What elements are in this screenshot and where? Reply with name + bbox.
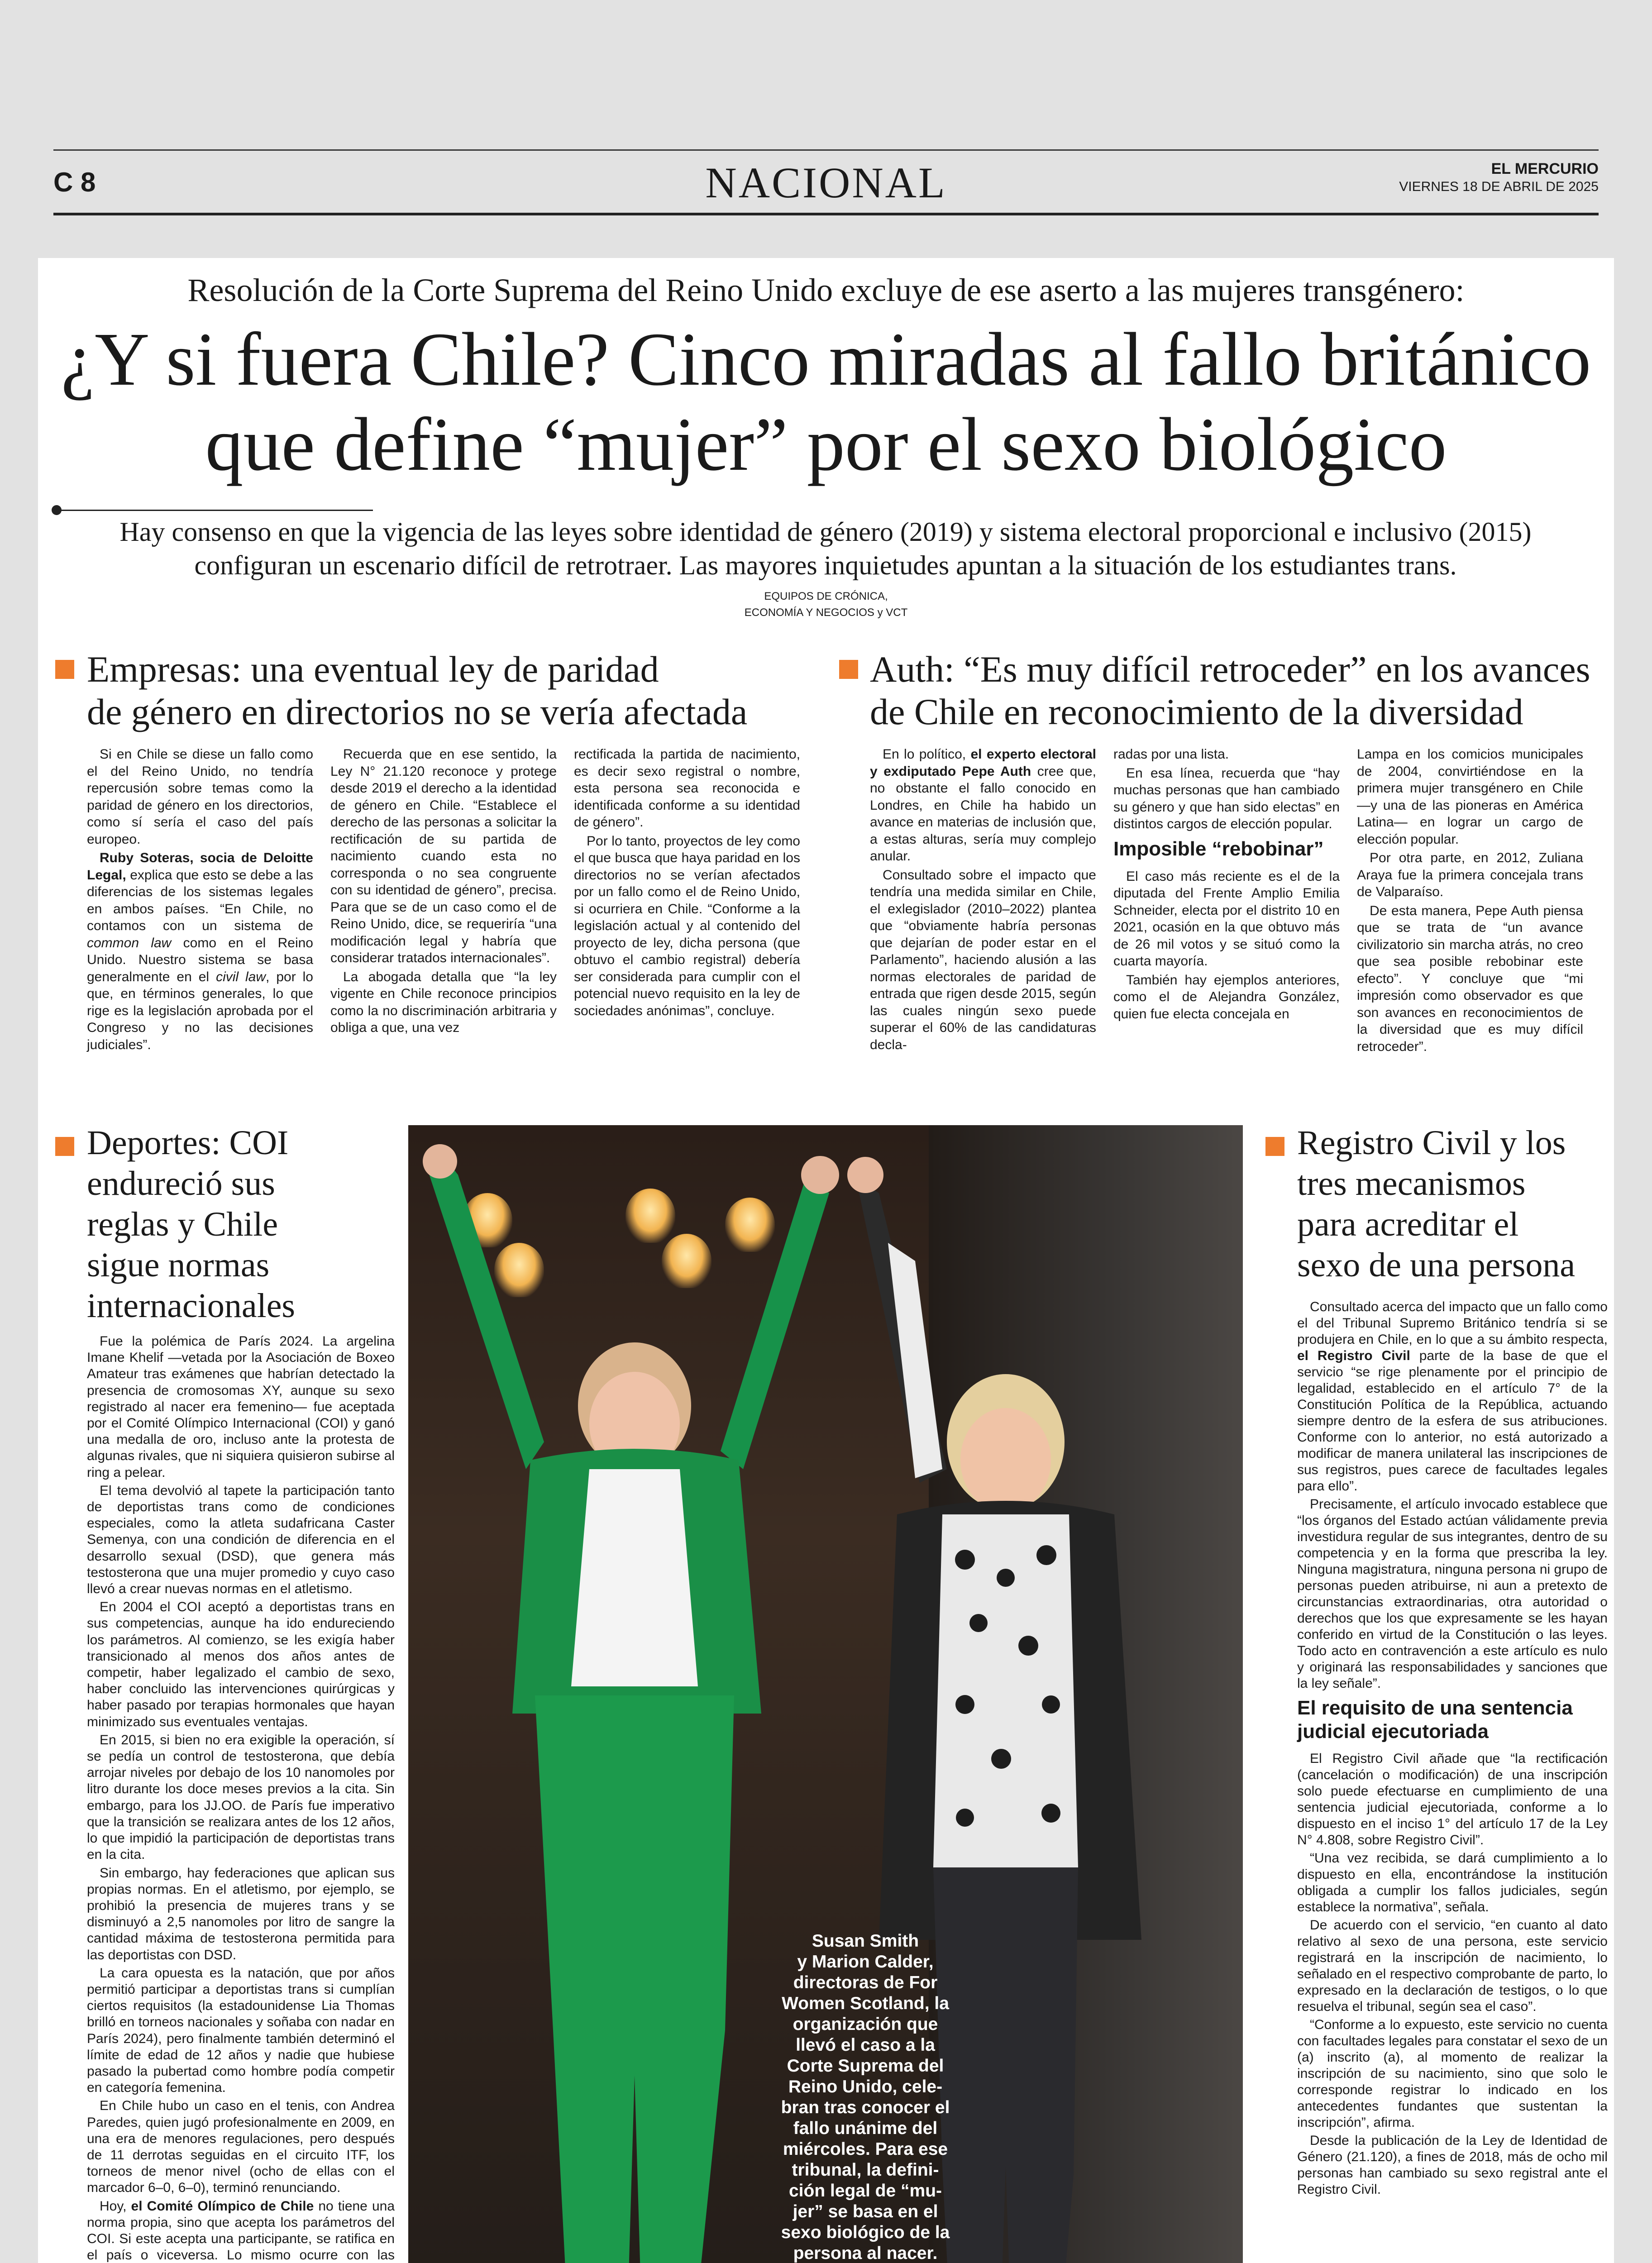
empresas-column-3 [574,746,800,1021]
text-run: , por lo que, en términos generales, lo que rige es la legislación aprobada por el Congreso y no las decisiones judiciales”. [87,969,313,1052]
news-photo [408,1125,1243,2263]
source-name: Ruby Soteras, socia de Deloitte Legal, [87,850,313,883]
auth-column-1 [870,746,1096,1055]
text-run: civil law [216,969,266,984]
byline [38,588,1614,621]
page-header [53,149,1599,217]
headline-line-1: ¿Y si fuera Chile? Cinco miradas al fallo británico [61,317,1591,401]
paragraph [870,746,1096,865]
paragraph: Por otra parte, en 2012, Zuliana Araya fue la primera concejala trans de Valparaíso. [1357,850,1583,899]
header-bottom-rule [53,213,1599,215]
article-sheet [38,258,1614,2263]
paragraph: Consultado sobre el impacto que tendría una medida similar en Chile, el exlegislador (2010–2022) plantea que “obviamente habría personas que dejarían de poder estar en el Parlamento”, haciendo alusión a las normas electorales de paridad de entrada que rigen desde 2015, según las cuales ningún sexo puede superar el 60% de las candidaturas decla- [870,867,1096,1052]
empresas-title-line-2: de género en directorios no se vería afectada [87,691,748,732]
ornament-rule [56,510,373,511]
caption-line: Women Scotland, la [782,1994,949,2013]
byline-line-1: EQUIPOS DE CRÓNICA, [764,590,888,602]
paragraph: Si en Chile se diese un fallo como el del Reino Unido, no tendría repercusión sobre temas como la paridad de género en los directorios, como sí sería el caso del país europeo. [87,747,313,847]
text-run: explica que esto se debe a las diferencias de los sistemas legales en ambos países. “En Chile, no contamos con un sistema de [87,867,313,933]
caption-line: tribunal, la defini- [792,2160,939,2180]
text-run: Consultado acerca del impacto que un fallo como el del Tribunal Supremo Británico tendría si se produjera en Chile, en lo que a su ámbito respecta, [1297,1299,1608,1347]
photo-caption [770,1931,960,2263]
kicker: Resolución de la Corte Suprema del Reino Unido excluye de ese aserto a las mujeres transgénero: [187,272,1465,308]
auth-column-2 [1113,746,1340,1024]
paragraph: Precisamente, el artículo invocado establece que “los órganos del Estado actúan válidamente previa investidura regular de sus integrantes, dentro de su competencia y en la forma que prescriba la ley. Ninguna magistratura, ninguna persona ni grupo de personas pueden atribuirse, ni aun a pretexto de circunstancias extraordinarias, otra autoridad o derechos que los que expresamente se les hayan conferido en virtud de la Constitución o las leyes. Todo acto en contravención a este artículo es nulo y originará las responsabilidades y sanciones que la ley señale”. [1297,1497,1608,1691]
registro-title-line: tres mecanismos [1297,1165,1526,1203]
paragraph: Sin embargo, hay federaciones que aplican sus propias normas. En el atletismo, por ejemplo, se prohibió la presencia de mujeres trans y se disminuyó a 2,5 nanomoles por litro de sangre la cantidad máxima de testosterona permitida para las deportistas con DSD. [87,1865,395,1962]
caption-line: jer” se basa en el [793,2202,938,2221]
auth-title-line-2: de Chile en reconocimiento de la diversidad [870,691,1523,732]
paragraph: El tema devolvió al tapete la participación tanto de deportistas trans como de condiciones especiales, como la atleta sudafricana Caster Semenya, con una condición de diferencia en el desarrollo sexual (DSD), que genera más testosterona que una mujer promedio y cuyo caso llevó a crear nuevas normas en el atletismo. [87,1483,395,1597]
empresas-column-1 [87,746,313,1055]
paragraph: En Chile hubo un caso en el tenis, con Andrea Paredes, quien jugó profesionalmente en 2009, en una era de menores regulaciones, pero después de 11 derrotas seguidas en el circuito ITF, los torneos de menor nivel (ocho de ellas con el marcador 6–0, 6–0), terminó renunciando. [87,2098,395,2196]
auth-column-3 [1357,746,1583,1057]
deportes-title-line: sigue normas [87,1246,270,1284]
section-marker-square [839,660,858,679]
paragraph [87,850,313,1053]
paragraph: También hay ejemplos anteriores, como el de Alejandra González, quien fue electa concejala en [1113,972,1340,1022]
text-run: common law [87,935,172,950]
caption-line: bran tras conocer el [781,2098,950,2117]
caption-line: miércoles. Para ese [783,2139,948,2159]
dek-line-2: configuran un escenario difícil de retrotraer. Las mayores inquietudes apuntan a la situación de los estudiantes trans. [194,550,1457,580]
text-run: parte de la base de que el servicio “se rige plenamente por el principio de legalidad, establecido en el artículo 7° de la Constitución Política de la República, actuando siempre dentro de la esfera de sus atribuciones. Conforme con lo anterior, no está autorizado a modificar de manera unilateral las inscripciones de sus registros, pues carece de facultades legales para ello”. [1297,1348,1608,1494]
paragraph: En 2015, si bien no era exigible la operación, sí se pedía un control de testosterona, que debía arrojar niveles por debajo de los 10 nanomoles por litro durante los doce meses previos a la cita. Sin embargo, para los JJ.OO. de París fue imperativo que la transición se realizara antes de los 12 años, lo que impidió la participación de deportistas trans en la cita. [87,1732,395,1862]
newspaper-name: EL MERCURIO [1491,160,1599,177]
paragraph: Desde la publicación de la Ley de Identidad de Género (21.120), a fines de 2018, más de ocho mil personas han cambiado su sexo registral ante el Registro Civil. [1297,2133,1608,2197]
caption-line: persona al nacer. [793,2244,938,2263]
paragraph: En 2004 el COI aceptó a deportistas trans en sus competencias, aunque ha ido endureciendo los parámetros. Al comienzo, se les exigía haber transicionado al menos dos años antes de competir, haber legalizado el cambio de sexo, haber concluido las intervenciones quirúrgicas y haber pasado por terapias hormonales que hayan minimizado sus eventuales ventajas. [87,1599,395,1729]
registro-column [1297,1299,1608,2200]
paragraph: rectificada la partida de nacimiento, es decir sexo registral o nombre, esta persona sea reconocida e identificada conforme a su identidad de género”. [574,747,800,830]
paragraph: Por lo tanto, proyectos de ley como el que busca que haya paridad en los directorios no se verían afectados por un fallo como el de Reino Unido, si ocurriera en Chile. “Conforme a la legislación actual y al contenido del proyecto de ley, dicha persona (que obtuvo el cambio registral) debería ser considerada para cumplir con el potencial nuevo requisito en la ley de sociedades anónimas”, concluye. [574,833,800,1018]
auth-subhead: Imposible “rebobinar” [1113,837,1324,860]
paragraph: El caso más reciente es el de la diputada del Frente Amplio Emilia Schneider, electa por el distrito 10 en 2021, ocasión en la que obtuvo más de 26 mil votos y se situó como la cuarta mayoría. [1113,869,1340,969]
dek-line-1: Hay consenso en que la vigencia de las leyes sobre identidad de género (2019) y sistema electoral proporcional e inclusivo (2015) [119,517,1532,547]
paragraph: La abogada detalla que “la ley vigente en Chile reconoce principios como la no discriminación arbitraria y obliga a que, una vez [330,969,557,1035]
deportes-title-line: internacionales [87,1287,296,1325]
source-name: el experto electoral y exdiputado Pepe Auth [870,747,1096,779]
caption-line: directoras de For [793,1973,938,1992]
caption-line: ción legal de “mu- [788,2181,942,2201]
caption-line: y Marion Calder, [797,1952,934,1972]
paragraph: “Conforme a lo expuesto, este servicio no cuenta con facultades legales para constatar el sexo de un (a) inscrito (a), al momento de realizar la inscripción de su nacimiento, sino que solo le corresponde registrar lo indicado en los antecedentes fundantes que sustentan la inscripción”, afirma. [1297,2017,1608,2130]
caption-line: Susan Smith [812,1931,919,1951]
text-run: no tiene una norma propia, sino que acepta los parámetros del COI. Si este acepta una participante, se ratifica en el país o viceversa. Lo mismo ocurre con las [87,2198,395,2263]
caption-line: organización que [793,2015,938,2034]
empresas-title-line-1: Empresas: una eventual ley de paridad [87,649,659,690]
empresas-column-2 [330,746,557,1038]
deportes-title [87,1122,395,1326]
paragraph: Lampa en los comicios municipales de 2004, convirtiéndose en la primera mujer transgénero en Chile —y una de las pioneras en América Latina— en lograr un cargo de elección popular. [1357,747,1583,847]
section-marker-square [55,660,74,679]
deportes-column [87,1333,395,2263]
caption-line: Reino Unido, cele- [788,2077,943,2096]
paragraph [1297,1299,1608,1494]
caption-line: llevó el caso a la [796,2035,935,2055]
paragraph: De acuerdo con el servicio, “en cuanto al dato relativo al sexo de una persona, este servicio registrará en la inscripción de nacimiento, lo señalado en el respectivo comprobante de parto, lo expresado en la declaración de testigos, o lo que resuelva el tribunal, según sea el caso”. [1297,1918,1608,2014]
caption-line: fallo unánime del [793,2119,938,2138]
text-run: En lo político, [883,747,971,762]
text-run: Hoy, [100,2198,131,2214]
text-run: cree que, no obstante el fallo conocido en Londres, en Chile ha habido un avance en materias de inclusión que, a estas alturas, sería muy complejo anular. [870,764,1096,864]
paragraph: El Registro Civil añade que “la rectificación (cancelación o modificación) de una inscripción solo puede efectuarse en cumplimiento de una sentencia judicial ejecutoriada, conforme a lo dispuesto en el inciso 1° del artículo 17 de la Ley N° 4.808, sobre Registro Civil”. [1297,1751,1608,1848]
section-marker-square [55,1137,74,1156]
deportes-title-line: reglas y Chile [87,1205,278,1243]
masthead [1399,160,1599,196]
paragraph: De esta manera, Pepe Auth piensa que se trata de “un avance civilizatorio sin marcha atrás, no creo que sea posible rebobinar este efecto”. Y concluye que “mi impresión como observador es que son avances en reconocimientos de la diversidad que es muy difícil retroceder”. [1357,903,1583,1054]
registro-title-line: Registro Civil y los [1297,1124,1566,1162]
source-name: el Comité Olímpico de Chile [131,2198,314,2214]
registro-title-line: sexo de una persona [1297,1246,1576,1284]
caption-line: sexo biológico de la [781,2223,950,2242]
section-marker-square [1265,1137,1284,1156]
deportes-title-line: endureció sus [87,1165,275,1203]
section-title: NACIONAL [705,158,947,207]
header-top-rule [53,149,1599,151]
paragraph: En esa línea, recuerda que “hay muchas personas que han cambiado su género y que han sido electas” en distintos cargos de elección popular. [1113,765,1340,831]
paragraph [87,2198,395,2263]
registro-title [1297,1122,1609,1285]
headline-line-2: que define “mujer” por el sexo biológico [205,402,1447,487]
publication-date: VIERNES 18 DE ABRIL DE 2025 [1399,179,1599,194]
byline-line-2: ECONOMÍA Y NEGOCIOS y VCT [744,606,908,619]
source-name: el Registro Civil [1297,1348,1410,1363]
paragraph: La cara opuesta es la natación, que por años permitió participar a deportistas trans si cumplían ciertos requisitos (la estadounidense Lia Thomas brilló en torneos nacionales y soñaba con nadar en París 2024), pero finalmente también determinó el límite de edad de 12 años y nadie que hubiese pasado la pubertad como hombre podía competir en categoría femenina. [87,1965,395,2096]
dek [74,515,1577,582]
auth-title [870,648,1608,733]
text-run: como en el Reino Unido. Nuestro sistema se basa generalmente en el [87,935,313,984]
paragraph: “Una vez recibida, se dará cumplimiento a lo dispuesto en ella, encontrándose la institución obligada a cumplir los fallos judiciales, según establece la normativa”, señala. [1297,1851,1608,1914]
paragraph: radas por una lista. [1113,747,1229,762]
auth-title-line-1: Auth: “Es muy difícil retroceder” en los avances [870,649,1590,690]
page-number: C 8 [53,167,96,197]
empresas-title [87,648,811,733]
registro-title-line: para acreditar el [1297,1205,1519,1243]
paragraph: Fue la polémica de París 2024. La argelina Imane Khelif —vetada por la Asociación de Boxeo Amateur tras exámenes que habrían detectado la presencia de cromosomas XY, aunque su sexo registrado al nacer era femenino— fue aceptada por el Comité Olímpico Internacional (COI) y ganó una medalla de oro, incluso ante la protesta de algunas rivales, que ni siquiera quisieron subirse al ring a pelear. [87,1334,395,1480]
caption-line: Corte Suprema del [787,2056,944,2076]
main-headline [38,317,1614,487]
deportes-title-line: Deportes: COI [87,1124,289,1162]
paragraph: Recuerda que en ese sentido, la Ley N° 21.120 reconoce y protege desde 2019 el derecho a la identidad de género en Chile. “Establece el derecho de las personas a solicitar la rectificación de su partida de nacimiento cuando esta no corresponda o no sea congruente con su identidad de género”, precisa. Para que se de un caso como el de Reino Unido, dice, se requeriría “una modificación legal y habría que considerar tratados internacionales”. [330,747,557,965]
registro-subhead: El requisito de una sentencia judicial ejecutoriada [1297,1697,1573,1743]
